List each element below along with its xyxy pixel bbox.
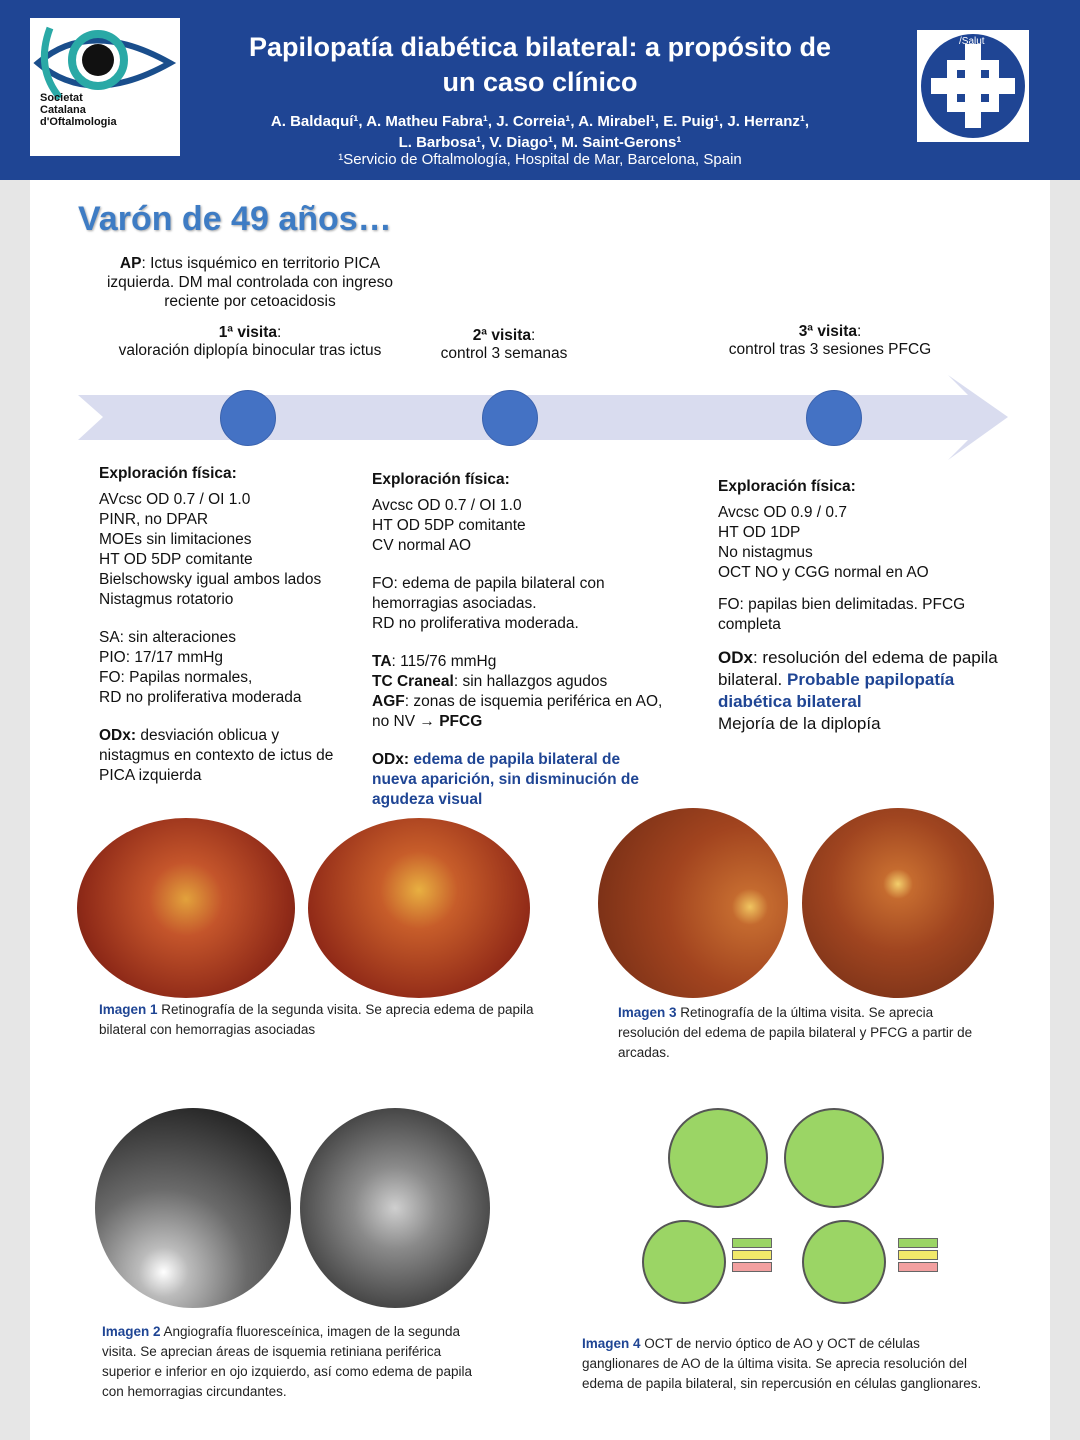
col2-tc xyxy=(372,672,667,692)
visit-3-label: 3ª visita xyxy=(798,323,857,340)
authors-line-2: L. Barbosa¹, V. Diago¹, M. Saint-Gerons¹ xyxy=(398,134,682,151)
col2-ta-text: : 115/76 mmHg xyxy=(391,653,497,670)
timeline-dot-3 xyxy=(806,390,862,446)
col3-odx-text: : resolución del edema de papila bilateral. xyxy=(718,648,998,689)
caption-2-label: Imagen 2 xyxy=(102,1324,161,1339)
visit-1 xyxy=(110,324,390,360)
col1-line: Nistagmus rotatorio xyxy=(99,591,234,608)
col2-fo: FO: edema de papila bilateral con hemorragias asociadas. xyxy=(372,575,605,612)
col3-fo: FO: papilas bien delimitadas. PFCG completa xyxy=(718,596,966,633)
col2-agf xyxy=(372,692,667,732)
col3-line: Avcsc OD 0.9 / 0.7 xyxy=(718,504,847,521)
fundus-photo-oi-visit2 xyxy=(308,818,530,998)
col3-line: No nistagmus xyxy=(718,544,813,561)
col1-line: SA: sin alteraciones xyxy=(99,629,236,646)
caption-imagen-3 xyxy=(618,1003,998,1063)
caption-4-label: Imagen 4 xyxy=(582,1336,641,1351)
logo-line-3: d'Oftalmologia xyxy=(40,116,117,128)
poster-title xyxy=(190,30,890,100)
col3-line: OCT NO y CGG normal en AO xyxy=(718,564,929,581)
col1-line: PIO: 17/17 mmHg xyxy=(99,649,224,666)
oct-rnfl-od xyxy=(668,1108,768,1208)
scof-logo-text xyxy=(40,92,117,128)
oct-legend-od xyxy=(732,1238,772,1274)
col3-odx-blue: Probable papilopatía diabética bilateral xyxy=(718,670,955,711)
caption-3-label: Imagen 3 xyxy=(618,1005,677,1020)
visit-3 xyxy=(720,323,940,359)
col3-line: HT OD 1DP xyxy=(718,524,801,541)
fundus-photo-od-visit3 xyxy=(598,808,788,998)
col2-tc-label: TC Craneal xyxy=(372,673,454,690)
col2-fo: RD no proliferativa moderada. xyxy=(372,615,579,632)
col2-odx-label: ODx: xyxy=(372,751,410,768)
fundus-photo-od-visit2 xyxy=(77,818,295,998)
timeline-dot-1 xyxy=(220,390,276,446)
col3-heading: Exploración física: xyxy=(718,478,856,495)
authors xyxy=(190,111,890,153)
col2-agf-text: : zonas de isquemia periférica en AO, no NV → xyxy=(372,693,663,730)
scof-logo xyxy=(30,18,180,156)
visit-2 xyxy=(384,327,624,363)
salut-label: /Salut xyxy=(959,36,985,47)
caption-1-text: Retinografía de la segunda visita. Se aprecia edema de papila bilateral con hemorragias asociadas xyxy=(99,1002,534,1037)
col2-heading: Exploración física: xyxy=(372,471,510,488)
col2-line: Avcsc OD 0.7 / OI 1.0 xyxy=(372,497,522,514)
col1-odx-text: desviación oblicua y nistagmus en contexto de ictus de PICA izquierda xyxy=(99,727,334,784)
caption-2-text: Angiografía fluoresceínica, imagen de la segunda visita. Se aprecian áreas de isquemia retiniana periférica superior e inferior en ojo izquierdo, así como edema de papila con hemorragias circundantes. xyxy=(102,1324,472,1399)
visit-2-label: 2ª visita xyxy=(472,327,531,344)
col1-odx xyxy=(99,726,349,786)
visit-1-exam xyxy=(99,464,349,786)
col3-odx xyxy=(718,647,998,713)
case-title: Varón de 49 años… xyxy=(78,200,392,238)
affiliation: ¹Servicio de Oftalmología, Hospital de Mar, Barcelona, Spain xyxy=(338,151,742,168)
col1-line: Bielschowsky igual ambos lados xyxy=(99,571,322,588)
col2-ta-label: TA xyxy=(372,653,392,670)
authors-line-1: A. Baldaquí¹, A. Matheu Fabra¹, J. Correia¹, A. Mirabel¹, E. Puig¹, J. Herranz¹, xyxy=(270,113,810,130)
visit-3-exam xyxy=(718,477,998,735)
col2-odx xyxy=(372,750,667,810)
col2-tc-text: : sin hallazgos agudos xyxy=(453,673,608,690)
title-line-2: un caso clínico xyxy=(442,67,638,97)
oct-gcl-oi xyxy=(802,1220,886,1304)
col1-line: AVcsc OD 0.7 / OI 1.0 xyxy=(99,491,251,508)
antecedents xyxy=(100,254,400,311)
caption-imagen-1 xyxy=(99,1000,539,1040)
ap-text: : Ictus isquémico en territorio PICA izquierda. DM mal controlada con ingreso reciente por cetoacidosis xyxy=(106,255,394,310)
col3-odx-end: Mejoría de la diplopía xyxy=(718,714,881,733)
poster-header xyxy=(0,0,1080,180)
visit-1-colon: : xyxy=(277,324,282,341)
caption-4-text: OCT de nervio óptico de AO y OCT de células ganglionares de AO de la última visita. Se aprecia resolución del edema de papila bilateral, sin repercusión en células ganglionares. xyxy=(582,1336,982,1391)
col1-line: PINR, no DPAR xyxy=(99,511,209,528)
ap-label: AP xyxy=(119,255,142,272)
col1-line: MOEs sin limitaciones xyxy=(99,531,252,548)
oct-gcl-od xyxy=(642,1220,726,1304)
caption-1-label: Imagen 1 xyxy=(99,1002,158,1017)
angiography-od xyxy=(95,1108,291,1308)
visit-3-desc: control tras 3 sesiones PFCG xyxy=(728,341,932,358)
col1-heading: Exploración física: xyxy=(99,465,237,482)
timeline-dot-2 xyxy=(482,390,538,446)
col2-odx-text: edema de papila bilateral de nueva aparición, sin disminución de agudeza visual xyxy=(372,751,640,808)
col2-line: CV normal AO xyxy=(372,537,472,554)
oct-rnfl-oi xyxy=(784,1108,884,1208)
caption-imagen-4 xyxy=(582,1334,982,1394)
visit-1-desc: valoración diplopía binocular tras ictus xyxy=(118,342,382,359)
visit-2-exam xyxy=(372,470,667,810)
logo-line-1: Societat xyxy=(40,92,83,104)
title-line-1: Papilopatía diabética bilateral: a propósito de xyxy=(248,32,832,62)
col1-odx-label: ODx: xyxy=(99,727,137,744)
angiography-oi xyxy=(300,1108,490,1308)
col1-line: HT OD 5DP comitante xyxy=(99,551,253,568)
visit-3-colon: : xyxy=(857,323,862,340)
timeline-arrow xyxy=(78,375,1008,460)
visit-2-desc: control 3 semanas xyxy=(440,345,568,362)
col1-line: RD no proliferativa moderada xyxy=(99,689,302,706)
visit-2-colon: : xyxy=(531,327,536,344)
col2-agf-bold: PFCG xyxy=(439,713,483,730)
logo-line-2: Catalana xyxy=(40,104,86,116)
col2-line: HT OD 5DP comitante xyxy=(372,517,526,534)
col2-agf-label: AGF xyxy=(372,693,405,710)
salut-logo xyxy=(917,30,1029,142)
col2-ta xyxy=(372,652,667,672)
col1-line: FO: Papilas normales, xyxy=(99,669,253,686)
fundus-photo-oi-visit3 xyxy=(802,808,994,998)
visit-1-label: 1ª visita xyxy=(218,324,277,341)
caption-imagen-2 xyxy=(102,1322,492,1402)
oct-legend-oi xyxy=(898,1238,938,1274)
caption-3-text: Retinografía de la última visita. Se aprecia resolución del edema de papila bilateral y PFCG a partir de arcadas. xyxy=(618,1005,973,1060)
col3-odx-label: ODx xyxy=(718,648,753,667)
oct-report-image xyxy=(632,1108,950,1313)
